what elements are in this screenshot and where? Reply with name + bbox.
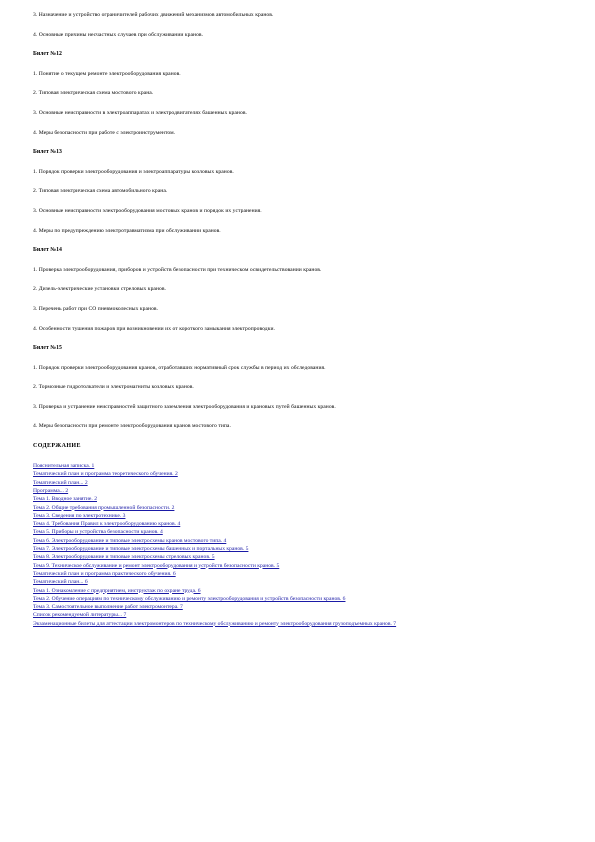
toc-title: СОДЕРЖАНИЕ	[33, 443, 81, 450]
question: 1. Порядок проверки электрооборудования и электроаппаратуры козловых кранов.	[33, 168, 234, 175]
toc-item	[33, 620, 573, 628]
question: 4. Меры безопасности при работе с электроинструментом.	[33, 129, 176, 136]
toc-item	[33, 528, 578, 536]
question: 3. Назначение и устройство ограничителей рабочих движений механизмов автомобильных кранов.	[33, 12, 274, 18]
question: 4. Меры по предупреждению электротравматизма при обслуживании кранов.	[33, 227, 221, 234]
ticket-12	[33, 51, 578, 136]
toc-item	[33, 479, 578, 487]
toc-item	[33, 495, 578, 503]
ticket-title: Билет №15	[33, 345, 62, 352]
question: 3. Основные неисправности в электроаппаратах и электродвигателях башенных кранов.	[33, 109, 247, 116]
toc-item	[33, 537, 578, 545]
toc-link[interactable]: Тема 3. Сведения по электротехнике. 3	[33, 512, 126, 519]
question: 1. Проверка электрооборудования, приборов и устройств безопасности при техническом освидетельствовании кранов.	[33, 266, 322, 273]
ticket-14	[33, 247, 578, 332]
question: 2. Типовая электрическая схема автомобильного крана.	[33, 188, 168, 195]
ticket-13	[33, 149, 578, 234]
toc-link[interactable]: Тема 3. Самостоятельное выполнение работ электромонтера. 7	[33, 604, 183, 611]
toc-link[interactable]: Тема 8. Электрооборудование и типовые электросхемы стреловых кранов. 5	[33, 554, 215, 561]
ticket-title: Билет №12	[33, 51, 62, 58]
toc-item	[33, 520, 578, 528]
question: 3. Перечень работ при СО пневмоколесных кранов.	[33, 305, 159, 312]
ticket-title: Билет №13	[33, 149, 62, 156]
toc-item	[33, 504, 578, 512]
toc-item	[33, 487, 578, 495]
toc-item	[33, 570, 578, 578]
question: 2. Типовая электрическая схема мостового крана.	[33, 90, 154, 97]
question: 3. Основные неисправности электрооборудования мостовых кранов и порядок их устранения.	[33, 207, 262, 214]
toc-item	[33, 587, 578, 595]
question: 1. Порядок проверки электрооборудования кранов, отработавших нормативный срок службы в период их обследования.	[33, 364, 326, 371]
toc-item	[33, 470, 578, 478]
document-page	[33, 12, 578, 628]
toc-list	[33, 462, 578, 628]
toc-item	[33, 545, 578, 553]
toc-item	[33, 462, 578, 470]
toc-link[interactable]: Экзаменационные билеты для аттестации электромонтеров по техническому обслуживанию и ремонту электрооборудования грузоподъемных кранов. 7	[33, 620, 397, 627]
toc-link[interactable]: Тема 5. Приборы и устройства безопасности кранов. 4	[33, 529, 163, 536]
ticket-15	[33, 345, 578, 430]
toc-link[interactable]: Тематический план... 6	[33, 579, 88, 586]
toc-link[interactable]: Тема 4. Требования Правил к электрооборудованию кранов. 4	[33, 521, 181, 528]
question: 4. Меры безопасности при ремонте электрооборудования кранов мостового типа.	[33, 423, 231, 430]
toc-link[interactable]: Тема 1. Вводное занятие. 2	[33, 496, 97, 503]
ticket-title: Билет №14	[33, 247, 62, 254]
toc-item	[33, 603, 578, 611]
toc-item	[33, 562, 578, 570]
question: 2. Тормозные гидротолкатели и электромагниты козловых кранов.	[33, 384, 194, 391]
toc-link[interactable]: Тема 7. Электрооборудование и типовые электросхемы башенных и портальных кранов. 5	[33, 546, 249, 553]
toc-link[interactable]: Тематический план и программа практического обучения. 6	[33, 570, 176, 577]
toc-link[interactable]: Тематический план и программа теоретического обучения. 2	[33, 471, 178, 478]
question: 2. Дизель-электрические установки стреловых кранов.	[33, 286, 166, 293]
toc-item	[33, 611, 578, 619]
table-of-contents	[33, 443, 578, 628]
question: 4. Основные причины несчастных случаев при обслуживании кранов.	[33, 31, 204, 38]
toc-link[interactable]: Пояснительная записка. 1	[33, 463, 95, 470]
toc-link[interactable]: Тема 9. Техническое обслуживание и ремонт электрооборудования и устройств безопасности кранов. 5	[33, 562, 280, 569]
toc-link[interactable]: Список рекомендуемой литературы... 7	[33, 612, 127, 619]
toc-link[interactable]: Тема 1. Ознакомление с предприятием, инструктаж по охране труда. 6	[33, 587, 201, 594]
questions-top	[33, 12, 578, 39]
toc-link[interactable]: Программа... 2	[33, 487, 69, 494]
question: 3. Проверка и устранение неисправностей защитного заземления электрооборудования и крановых путей башенных кранов.	[33, 403, 336, 410]
toc-link[interactable]: Тема 2. Обучение операциям по техническому обслуживанию и ремонту электрооборудования и устройств безопасности кранов. 6	[33, 595, 346, 602]
toc-item	[33, 578, 578, 586]
question: 4. Особенности тушения пожаров при возникновении их от короткого замыкания электропроводки.	[33, 325, 275, 332]
toc-item	[33, 553, 578, 561]
toc-item	[33, 595, 578, 603]
toc-link[interactable]: Тематический план... 2	[33, 479, 88, 486]
toc-link[interactable]: Тема 6. Электрооборудование и типовые электросхемы кранов мостового типа. 4	[33, 537, 227, 544]
question: 1. Понятие о текущем ремонте электрооборудования кранов.	[33, 70, 181, 77]
toc-link[interactable]: Тема 2. Общие требования промышленной безопасности. 2	[33, 504, 175, 511]
toc-item	[33, 512, 578, 520]
